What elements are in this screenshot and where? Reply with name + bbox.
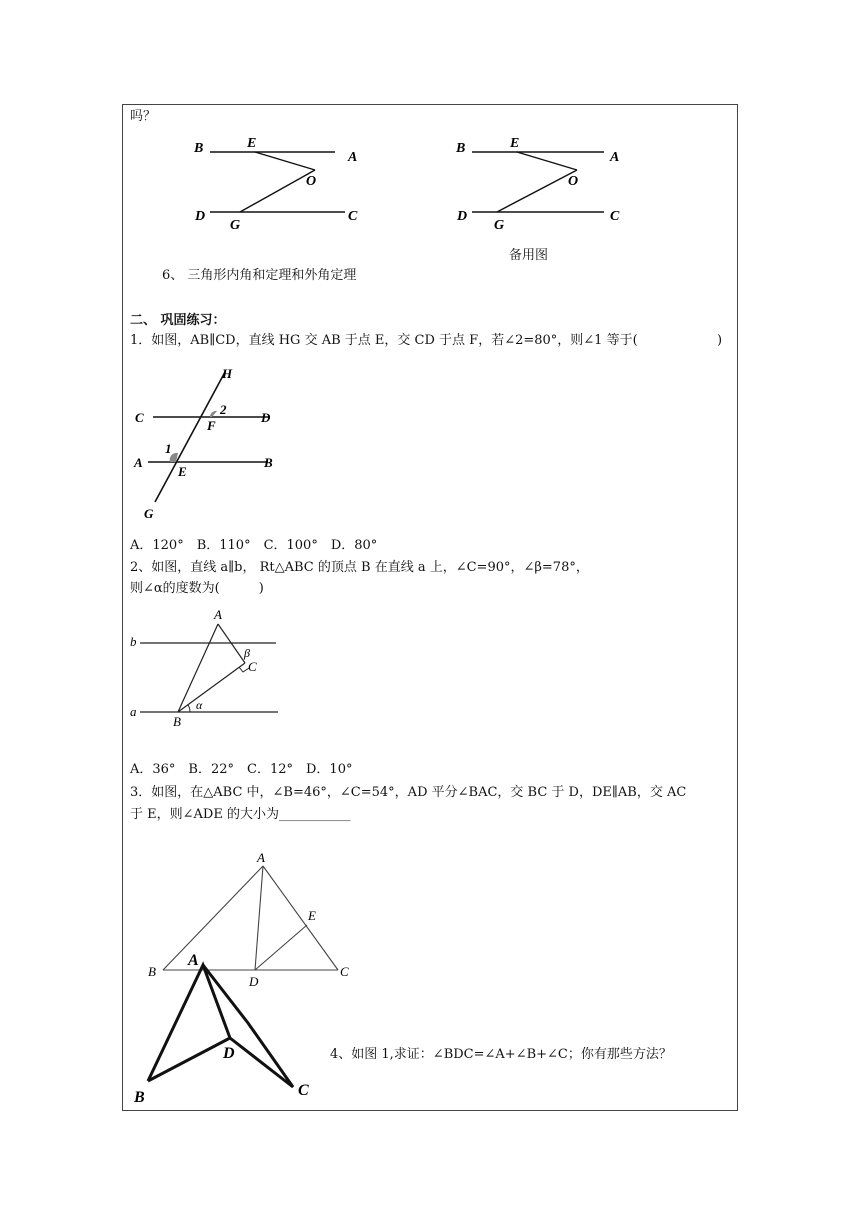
- figure-q1-transversal: [130, 360, 290, 525]
- label-A: A: [610, 150, 620, 165]
- label-a: a: [130, 704, 137, 719]
- label-B: B: [264, 455, 273, 470]
- q1-text: 1．如图，AB∥CD，直线 HG 交 AB 于点 E，交 CD 于点 F，若∠2=80°，则∠1 等于(: [130, 333, 638, 348]
- q2-line2: 则∠α的度数为( ): [130, 581, 264, 596]
- label-D: D: [249, 974, 259, 989]
- label-B: B: [148, 964, 156, 979]
- q4-text: 4、如图 1,求证：∠BDC=∠A+∠B+∠C；你有那些方法？: [330, 1047, 672, 1062]
- label-B: B: [134, 1089, 145, 1106]
- q2-options: A．36° B．22° C．12° D．10°: [130, 762, 353, 777]
- label-A: A: [348, 150, 358, 165]
- label-D: D: [195, 209, 206, 224]
- figure-q4-concave-quadrilateral: [128, 950, 328, 1110]
- label-E: E: [178, 464, 187, 479]
- label-angle-1: 1: [165, 441, 172, 456]
- label-b: b: [130, 634, 137, 649]
- q3-line2: 于 E，则∠ADE 的大小为___________: [130, 807, 351, 822]
- label-A: A: [257, 850, 265, 865]
- label-C: C: [135, 410, 144, 425]
- label-O: O: [568, 174, 579, 189]
- figure-parallel-lines-main: [190, 130, 370, 235]
- label-E: E: [308, 908, 316, 923]
- label-G: G: [494, 218, 505, 233]
- label-beta: β: [244, 646, 250, 660]
- label-F: F: [207, 418, 216, 433]
- label-G: G: [144, 506, 154, 521]
- label-alpha: α: [196, 698, 203, 712]
- q1-options: A．120° B．110° C．100° D．80°: [130, 538, 378, 553]
- line-end-text: 吗？: [130, 109, 157, 124]
- label-H: H: [222, 366, 233, 381]
- label-A: A: [214, 607, 222, 622]
- item-6-text: 6、 三角形内角和定理和外角定理: [162, 268, 357, 283]
- section-title: 二、 巩固练习：: [130, 313, 226, 328]
- label-D: D: [457, 209, 468, 224]
- label-D: D: [223, 1045, 235, 1062]
- label-E: E: [510, 136, 520, 151]
- figure-parallel-lines-backup: [452, 130, 632, 235]
- label-B: B: [173, 714, 181, 729]
- label-C: C: [248, 659, 257, 674]
- figure-q2-right-triangle: [128, 605, 288, 735]
- label-B: B: [456, 141, 466, 156]
- label-D: D: [261, 410, 271, 425]
- q2-line1: 2、如图，直线 a∥b， Rt△ABC 的顶点 B 在直线 a 上，∠C=90°，∠β=78°，: [130, 560, 589, 575]
- label-G: G: [230, 218, 241, 233]
- label-C: C: [298, 1082, 309, 1099]
- label-C: C: [610, 209, 620, 224]
- q1-close-paren: ): [717, 333, 723, 348]
- label-E: E: [247, 136, 257, 151]
- q3-line1: 3．如图，在△ABC 中，∠B=46°，∠C=54°，AD 平分∠BAC，交 BC 于 D，DE∥AB，交 AC: [130, 785, 687, 800]
- label-A: A: [188, 952, 199, 969]
- label-C: C: [340, 964, 349, 979]
- label-O: O: [306, 174, 317, 189]
- backup-figure-caption: 备用图: [509, 248, 549, 263]
- label-C: C: [348, 209, 358, 224]
- label-B: B: [194, 141, 204, 156]
- label-A: A: [134, 455, 143, 470]
- label-angle-2: 2: [220, 402, 227, 417]
